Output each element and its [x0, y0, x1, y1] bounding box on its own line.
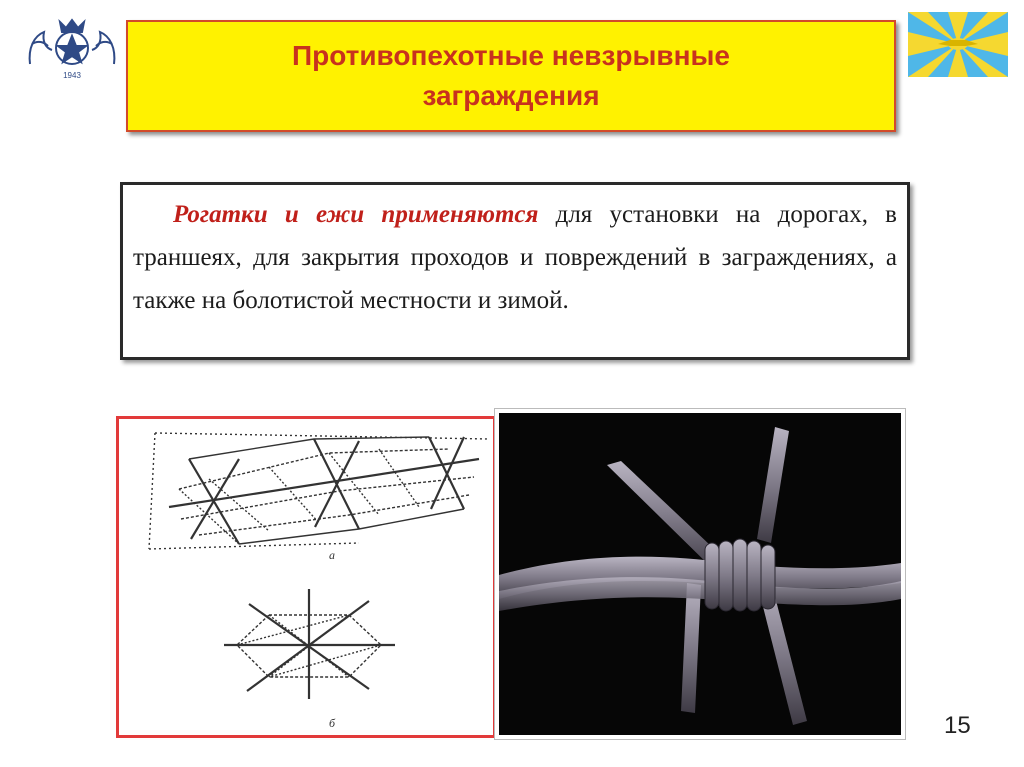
title-banner [126, 20, 896, 132]
paragraph-text: для установки на дорогах, в траншеях, для закрытия проходов и повреждений в заграждениях, а также на болотистой местности и зимой. [133, 201, 897, 314]
description-box [120, 182, 910, 360]
label-b: б [329, 716, 336, 730]
sun-rays-flag-icon [908, 12, 1008, 77]
page-title: Противопехотные невзрывные заграждения [291, 40, 731, 111]
barbed-wire-photo [494, 408, 906, 740]
highlighted-phrase: Рогатки и ежи применяются [173, 201, 539, 228]
emblem-logo-icon [22, 14, 122, 84]
emblem-year: 1943 [63, 71, 81, 80]
page-number: 15 [944, 712, 971, 739]
description-paragraph [133, 193, 897, 322]
label-a: а [329, 548, 335, 562]
barbed-wire-sketch [116, 416, 496, 738]
